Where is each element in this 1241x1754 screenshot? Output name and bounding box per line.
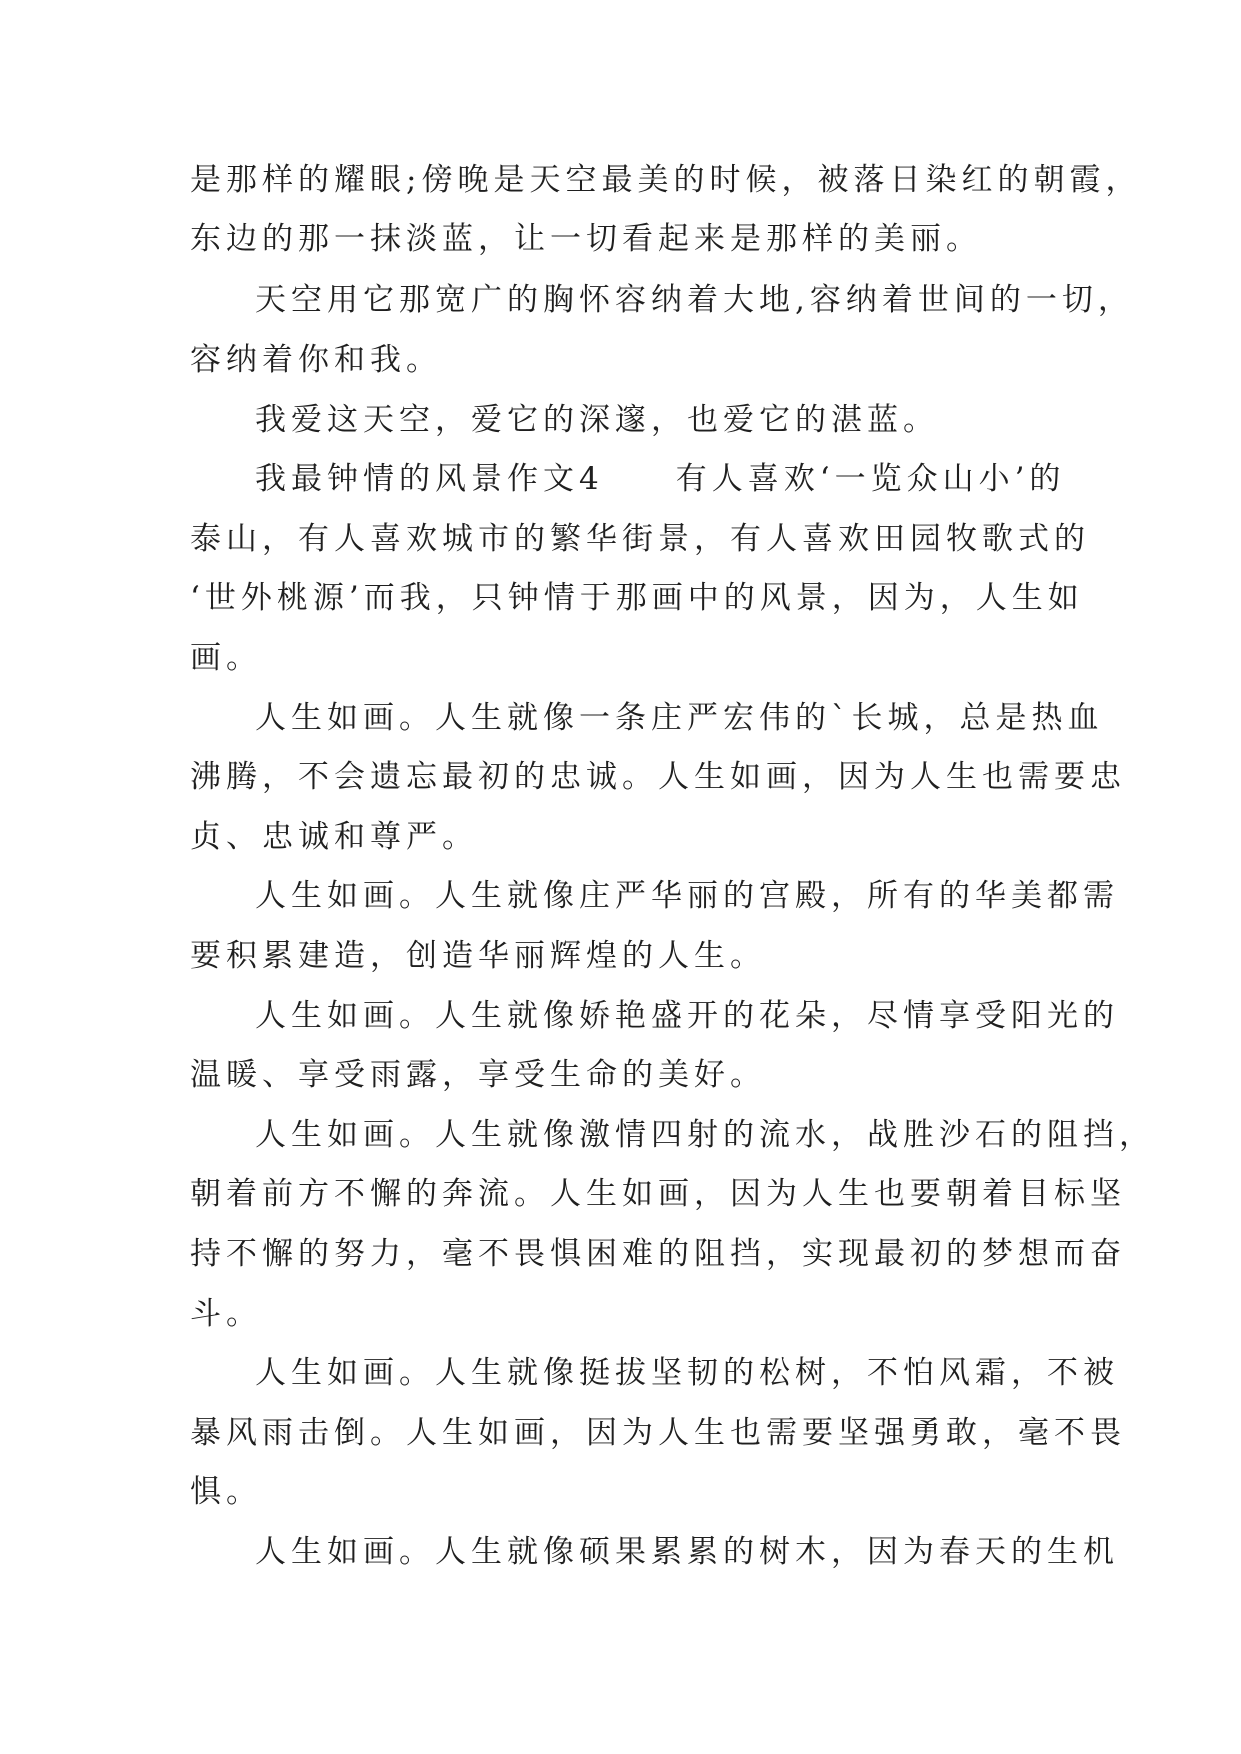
paragraph-start-line: 我爱这天空，爱它的深邃，也爱它的湛蓝。 <box>255 402 939 438</box>
text-line: 要积累建造，创造华丽辉煌的人生。 <box>190 938 766 974</box>
paragraph-start-line: 天空用它那宽广的胸怀容纳着大地,容纳着世间的一切， <box>255 282 1134 318</box>
text-line: 惧。 <box>190 1474 262 1510</box>
text-line: 画。 <box>190 640 262 676</box>
text-line: 斗。 <box>190 1296 262 1332</box>
paragraph-start-line: 人生如画。人生就像庄严华丽的宫殿，所有的华美都需 <box>255 878 1119 914</box>
text-line: 暴风雨击倒。人生如画，因为人生也需要坚强勇敢，毫不畏 <box>190 1415 1126 1451</box>
text-line: 容纳着你和我。 <box>190 342 442 378</box>
paragraph-start-line: 人生如画。人生就像一条庄严宏伟的`长城，总是热血 <box>255 700 1104 736</box>
text-line: 泰山，有人喜欢城市的繁华街景，有人喜欢田园牧歌式的 <box>190 521 1090 557</box>
text-line: 持不懈的努力，毫不畏惧困难的阻挡，实现最初的梦想而奋 <box>190 1236 1126 1272</box>
paragraph-start-line: 人生如画。人生就像激情四射的流水，战胜沙石的阻挡， <box>255 1117 1155 1153</box>
paragraph-start-line: 人生如画。人生就像挺拔坚韧的松树，不怕风霜，不被 <box>255 1355 1119 1391</box>
text-line: 东边的那一抹淡蓝，让一切看起来是那样的美丽。 <box>190 221 982 257</box>
text-line: 是那样的耀眼;傍晚是天空最美的时候，被落日染红的朝霞， <box>190 162 1142 198</box>
paragraph-start-line: 人生如画。人生就像娇艳盛开的花朵，尽情享受阳光的 <box>255 998 1119 1034</box>
section-title-line: 我最钟情的风景作文4 有人喜欢‘一览众山小’的 <box>255 461 1066 497</box>
text-line: 温暖、享受雨露，享受生命的美好。 <box>190 1057 766 1093</box>
text-line: ‘世外桃源’而我，只钟情于那画中的风景，因为，人生如 <box>190 580 1084 616</box>
text-line: 朝着前方不懈的奔流。人生如画，因为人生也要朝着目标坚 <box>190 1176 1126 1212</box>
text-line: 沸腾，不会遗忘最初的忠诚。人生如画，因为人生也需要忠 <box>190 759 1126 795</box>
text-line: 贞、忠诚和尊严。 <box>190 819 478 855</box>
paragraph-start-line: 人生如画。人生就像硕果累累的树木，因为春天的生机 <box>255 1534 1119 1570</box>
